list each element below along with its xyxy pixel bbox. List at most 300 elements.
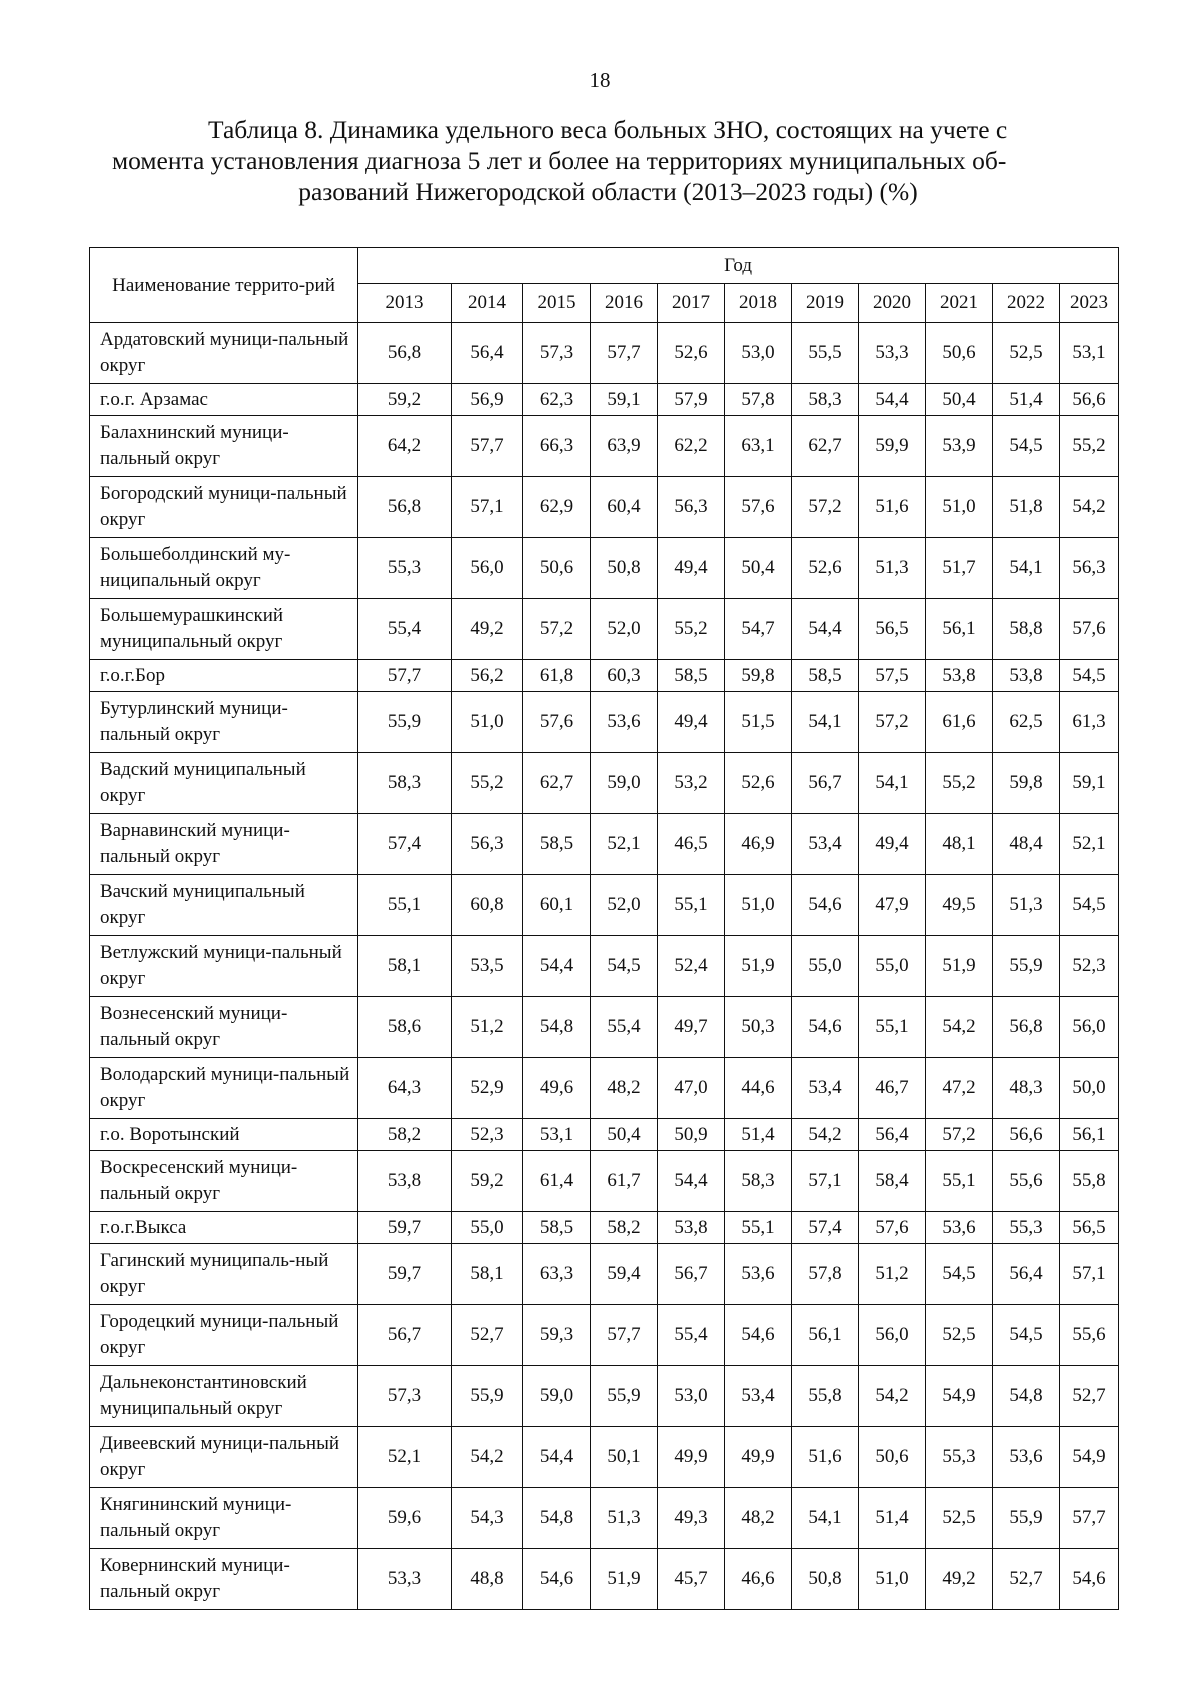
value-cell: 58,1: [452, 1244, 523, 1305]
value-cell: 54,5: [993, 1305, 1060, 1366]
value-cell: 55,0: [452, 1212, 523, 1244]
value-cell: 53,6: [725, 1244, 792, 1305]
value-cell: 61,8: [523, 660, 591, 692]
territory-name: Ветлужский муници-пальный округ: [90, 936, 358, 997]
value-cell: 52,6: [658, 323, 725, 384]
header-year: 2023: [1060, 284, 1119, 323]
value-cell: 54,1: [859, 753, 926, 814]
value-cell: 46,5: [658, 814, 725, 875]
table-row: [90, 599, 1119, 660]
value-cell: 53,8: [926, 660, 993, 692]
value-cell: 53,4: [792, 814, 859, 875]
value-cell: 62,3: [523, 384, 591, 416]
value-cell: 54,9: [1060, 1427, 1119, 1488]
value-cell: 50,8: [792, 1549, 859, 1610]
value-cell: 54,9: [926, 1366, 993, 1427]
table-row: [90, 1549, 1119, 1610]
value-cell: 47,9: [859, 875, 926, 936]
value-cell: 54,1: [792, 1488, 859, 1549]
value-cell: 55,6: [993, 1151, 1060, 1212]
header-year: 2017: [658, 284, 725, 323]
value-cell: 47,0: [658, 1058, 725, 1119]
page-number: 18: [589, 68, 611, 92]
value-cell: 52,6: [725, 753, 792, 814]
value-cell: 53,6: [591, 692, 658, 753]
value-cell: 57,6: [523, 692, 591, 753]
value-cell: 50,6: [926, 323, 993, 384]
territory-name: г.о.г.Бор: [90, 660, 358, 692]
value-cell: 56,8: [358, 323, 452, 384]
value-cell: 53,3: [358, 1549, 452, 1610]
value-cell: 49,2: [926, 1549, 993, 1610]
value-cell: 62,7: [523, 753, 591, 814]
value-cell: 54,8: [523, 997, 591, 1058]
table-row: [90, 477, 1119, 538]
header-year: 2015: [523, 284, 591, 323]
value-cell: 59,7: [358, 1212, 452, 1244]
value-cell: 58,2: [358, 1119, 452, 1151]
value-cell: 59,0: [523, 1366, 591, 1427]
value-cell: 57,6: [859, 1212, 926, 1244]
value-cell: 56,0: [1060, 997, 1119, 1058]
value-cell: 58,4: [859, 1151, 926, 1212]
value-cell: 54,3: [452, 1488, 523, 1549]
value-cell: 55,1: [358, 875, 452, 936]
value-cell: 52,1: [358, 1427, 452, 1488]
value-cell: 56,8: [993, 997, 1060, 1058]
value-cell: 52,1: [1060, 814, 1119, 875]
value-cell: 52,0: [591, 875, 658, 936]
value-cell: 55,5: [792, 323, 859, 384]
table-row: [90, 1151, 1119, 1212]
value-cell: 47,2: [926, 1058, 993, 1119]
value-cell: 54,6: [725, 1305, 792, 1366]
value-cell: 54,4: [859, 384, 926, 416]
value-cell: 54,5: [926, 1244, 993, 1305]
value-cell: 50,0: [1060, 1058, 1119, 1119]
value-cell: 58,5: [658, 660, 725, 692]
value-cell: 63,9: [591, 416, 658, 477]
value-cell: 55,1: [725, 1212, 792, 1244]
value-cell: 51,2: [859, 1244, 926, 1305]
value-cell: 54,6: [523, 1549, 591, 1610]
table-row: [90, 384, 1119, 416]
value-cell: 51,2: [452, 997, 523, 1058]
value-cell: 50,6: [859, 1427, 926, 1488]
value-cell: 57,7: [591, 323, 658, 384]
table-body: [90, 323, 1119, 1610]
value-cell: 57,7: [358, 660, 452, 692]
value-cell: 59,4: [591, 1244, 658, 1305]
value-cell: 63,1: [725, 416, 792, 477]
value-cell: 48,2: [591, 1058, 658, 1119]
value-cell: 52,5: [926, 1488, 993, 1549]
header-year: 2020: [859, 284, 926, 323]
value-cell: 49,2: [452, 599, 523, 660]
value-cell: 51,7: [926, 538, 993, 599]
value-cell: 59,8: [725, 660, 792, 692]
caption-line-1: Таблица 8. Динамика удельного веса больных ЗНО, состоящих на учете с: [208, 115, 1008, 144]
table-row: [90, 538, 1119, 599]
table-row: [90, 323, 1119, 384]
value-cell: 59,0: [591, 753, 658, 814]
value-cell: 49,4: [859, 814, 926, 875]
table-caption: [112, 114, 1104, 207]
territory-name: Дивеевский муници-пальный округ: [90, 1427, 358, 1488]
value-cell: 60,1: [523, 875, 591, 936]
value-cell: 53,4: [725, 1366, 792, 1427]
value-cell: 62,5: [993, 692, 1060, 753]
value-cell: 55,8: [792, 1366, 859, 1427]
value-cell: 59,1: [1060, 753, 1119, 814]
value-cell: 57,2: [792, 477, 859, 538]
value-cell: 59,3: [523, 1305, 591, 1366]
value-cell: 57,3: [523, 323, 591, 384]
value-cell: 56,6: [1060, 384, 1119, 416]
value-cell: 49,9: [725, 1427, 792, 1488]
value-cell: 58,6: [358, 997, 452, 1058]
value-cell: 61,7: [591, 1151, 658, 1212]
header-territory-name: Наименование террито-рий: [90, 248, 358, 323]
value-cell: 56,3: [658, 477, 725, 538]
value-cell: 58,3: [358, 753, 452, 814]
table-row: [90, 1212, 1119, 1244]
value-cell: 46,6: [725, 1549, 792, 1610]
value-cell: 55,9: [452, 1366, 523, 1427]
value-cell: 57,3: [358, 1366, 452, 1427]
value-cell: 48,4: [993, 814, 1060, 875]
value-cell: 51,3: [993, 875, 1060, 936]
value-cell: 51,9: [926, 936, 993, 997]
value-cell: 58,5: [792, 660, 859, 692]
table-row: [90, 692, 1119, 753]
data-table: [89, 247, 1119, 1610]
value-cell: 53,3: [859, 323, 926, 384]
territory-name: Варнавинский муници-пальный округ: [90, 814, 358, 875]
value-cell: 62,7: [792, 416, 859, 477]
value-cell: 55,1: [926, 1151, 993, 1212]
value-cell: 58,5: [523, 814, 591, 875]
value-cell: 52,4: [658, 936, 725, 997]
value-cell: 53,5: [452, 936, 523, 997]
value-cell: 63,3: [523, 1244, 591, 1305]
value-cell: 55,9: [993, 936, 1060, 997]
value-cell: 57,7: [452, 416, 523, 477]
value-cell: 56,7: [658, 1244, 725, 1305]
value-cell: 52,6: [792, 538, 859, 599]
table-row: [90, 997, 1119, 1058]
value-cell: 56,1: [926, 599, 993, 660]
header-year: 2014: [452, 284, 523, 323]
value-cell: 57,7: [1060, 1488, 1119, 1549]
value-cell: 49,4: [658, 538, 725, 599]
caption-line-3: разований Нижегородской области (2013–2023 годы) (%): [298, 177, 918, 206]
value-cell: 55,9: [358, 692, 452, 753]
value-cell: 51,9: [591, 1549, 658, 1610]
header-year: 2018: [725, 284, 792, 323]
value-cell: 55,3: [993, 1212, 1060, 1244]
value-cell: 57,2: [859, 692, 926, 753]
value-cell: 52,5: [993, 323, 1060, 384]
value-cell: 57,4: [792, 1212, 859, 1244]
territory-name: г.о. Воротынский: [90, 1119, 358, 1151]
value-cell: 56,4: [993, 1244, 1060, 1305]
value-cell: 56,2: [452, 660, 523, 692]
value-cell: 46,7: [859, 1058, 926, 1119]
value-cell: 56,5: [859, 599, 926, 660]
value-cell: 52,1: [591, 814, 658, 875]
value-cell: 50,3: [725, 997, 792, 1058]
value-cell: 50,8: [591, 538, 658, 599]
value-cell: 54,6: [1060, 1549, 1119, 1610]
value-cell: 52,9: [452, 1058, 523, 1119]
value-cell: 56,0: [452, 538, 523, 599]
header-year: 2013: [358, 284, 452, 323]
territory-name: Большеболдинский му-ниципальный округ: [90, 538, 358, 599]
value-cell: 55,6: [1060, 1305, 1119, 1366]
value-cell: 61,4: [523, 1151, 591, 1212]
value-cell: 53,4: [792, 1058, 859, 1119]
territory-name: Бутурлинский муници-пальный округ: [90, 692, 358, 753]
value-cell: 46,9: [725, 814, 792, 875]
territory-name: Ковернинский муници-пальный округ: [90, 1549, 358, 1610]
value-cell: 55,3: [358, 538, 452, 599]
value-cell: 52,5: [926, 1305, 993, 1366]
value-cell: 53,1: [523, 1119, 591, 1151]
value-cell: 54,5: [1060, 875, 1119, 936]
table-row: [90, 1058, 1119, 1119]
value-cell: 57,5: [859, 660, 926, 692]
value-cell: 66,3: [523, 416, 591, 477]
value-cell: 59,1: [591, 384, 658, 416]
value-cell: 59,2: [358, 384, 452, 416]
territory-name: Дальнеконстантиновский муниципальный округ: [90, 1366, 358, 1427]
value-cell: 54,5: [591, 936, 658, 997]
value-cell: 58,8: [993, 599, 1060, 660]
value-cell: 64,3: [358, 1058, 452, 1119]
value-cell: 54,2: [452, 1427, 523, 1488]
value-cell: 52,7: [1060, 1366, 1119, 1427]
value-cell: 59,7: [358, 1244, 452, 1305]
value-cell: 54,7: [725, 599, 792, 660]
value-cell: 55,2: [1060, 416, 1119, 477]
territory-name: Воскресенский муници-пальный округ: [90, 1151, 358, 1212]
value-cell: 55,2: [926, 753, 993, 814]
value-cell: 49,3: [658, 1488, 725, 1549]
value-cell: 48,1: [926, 814, 993, 875]
header-year: 2021: [926, 284, 993, 323]
value-cell: 50,4: [591, 1119, 658, 1151]
value-cell: 59,2: [452, 1151, 523, 1212]
territory-name: Вадский муниципальный округ: [90, 753, 358, 814]
value-cell: 57,6: [1060, 599, 1119, 660]
value-cell: 56,3: [452, 814, 523, 875]
value-cell: 56,3: [1060, 538, 1119, 599]
value-cell: 55,1: [859, 997, 926, 1058]
value-cell: 52,3: [1060, 936, 1119, 997]
value-cell: 50,6: [523, 538, 591, 599]
territory-name: Гагинский муниципаль-ный округ: [90, 1244, 358, 1305]
territory-name: Володарский муници-пальный округ: [90, 1058, 358, 1119]
value-cell: 54,4: [658, 1151, 725, 1212]
value-cell: 55,4: [591, 997, 658, 1058]
value-cell: 51,5: [725, 692, 792, 753]
value-cell: 56,5: [1060, 1212, 1119, 1244]
table-row: [90, 1244, 1119, 1305]
value-cell: 52,0: [591, 599, 658, 660]
value-cell: 56,4: [452, 323, 523, 384]
value-cell: 57,1: [792, 1151, 859, 1212]
value-cell: 57,2: [926, 1119, 993, 1151]
value-cell: 57,8: [725, 384, 792, 416]
value-cell: 56,7: [358, 1305, 452, 1366]
value-cell: 54,2: [859, 1366, 926, 1427]
value-cell: 50,9: [658, 1119, 725, 1151]
value-cell: 50,1: [591, 1427, 658, 1488]
value-cell: 49,4: [658, 692, 725, 753]
value-cell: 55,9: [591, 1366, 658, 1427]
value-cell: 53,8: [358, 1151, 452, 1212]
value-cell: 53,0: [725, 323, 792, 384]
value-cell: 56,4: [859, 1119, 926, 1151]
value-cell: 55,9: [993, 1488, 1060, 1549]
value-cell: 49,5: [926, 875, 993, 936]
value-cell: 49,9: [658, 1427, 725, 1488]
value-cell: 57,1: [1060, 1244, 1119, 1305]
value-cell: 51,4: [993, 384, 1060, 416]
value-cell: 51,6: [859, 477, 926, 538]
value-cell: 57,2: [523, 599, 591, 660]
territory-name: Балахнинский муници-пальный округ: [90, 416, 358, 477]
value-cell: 44,6: [725, 1058, 792, 1119]
territory-name: г.о.г. Арзамас: [90, 384, 358, 416]
value-cell: 51,4: [859, 1488, 926, 1549]
table-row: [90, 1119, 1119, 1151]
value-cell: 55,2: [658, 599, 725, 660]
caption-line-2: момента установления диагноза 5 лет и более на территориях муниципальных об-: [112, 146, 1007, 175]
value-cell: 55,0: [792, 936, 859, 997]
value-cell: 56,9: [452, 384, 523, 416]
value-cell: 53,0: [658, 1366, 725, 1427]
value-cell: 57,1: [452, 477, 523, 538]
value-cell: 54,2: [1060, 477, 1119, 538]
value-cell: 59,9: [859, 416, 926, 477]
value-cell: 53,8: [658, 1212, 725, 1244]
value-cell: 55,8: [1060, 1151, 1119, 1212]
value-cell: 51,3: [591, 1488, 658, 1549]
value-cell: 48,2: [725, 1488, 792, 1549]
value-cell: 55,3: [926, 1427, 993, 1488]
territory-name: Вачский муниципальный округ: [90, 875, 358, 936]
value-cell: 54,8: [523, 1488, 591, 1549]
table-row: [90, 1488, 1119, 1549]
value-cell: 53,6: [993, 1427, 1060, 1488]
value-cell: 61,3: [1060, 692, 1119, 753]
value-cell: 54,4: [792, 599, 859, 660]
value-cell: 61,6: [926, 692, 993, 753]
header-year: 2022: [993, 284, 1060, 323]
table-row: [90, 660, 1119, 692]
value-cell: 55,1: [658, 875, 725, 936]
value-cell: 53,2: [658, 753, 725, 814]
value-cell: 54,5: [1060, 660, 1119, 692]
header-year-group: Год: [358, 248, 1119, 284]
value-cell: 57,8: [792, 1244, 859, 1305]
value-cell: 45,7: [658, 1549, 725, 1610]
territory-name: Княгининский муници-пальный округ: [90, 1488, 358, 1549]
value-cell: 58,3: [725, 1151, 792, 1212]
table-row: [90, 814, 1119, 875]
value-cell: 54,1: [993, 538, 1060, 599]
value-cell: 53,8: [993, 660, 1060, 692]
value-cell: 54,2: [792, 1119, 859, 1151]
value-cell: 53,9: [926, 416, 993, 477]
value-cell: 51,8: [993, 477, 1060, 538]
header-year: 2016: [591, 284, 658, 323]
table-row: [90, 1305, 1119, 1366]
value-cell: 51,0: [452, 692, 523, 753]
value-cell: 52,3: [452, 1119, 523, 1151]
value-cell: 56,1: [1060, 1119, 1119, 1151]
value-cell: 62,9: [523, 477, 591, 538]
territory-name: Ардатовский муници-пальный округ: [90, 323, 358, 384]
table-row: [90, 753, 1119, 814]
value-cell: 50,4: [725, 538, 792, 599]
table-row: [90, 1427, 1119, 1488]
value-cell: 54,4: [523, 936, 591, 997]
value-cell: 52,7: [993, 1549, 1060, 1610]
value-cell: 50,4: [926, 384, 993, 416]
value-cell: 56,6: [993, 1119, 1060, 1151]
value-cell: 54,4: [523, 1427, 591, 1488]
value-cell: 58,3: [792, 384, 859, 416]
value-cell: 55,4: [658, 1305, 725, 1366]
value-cell: 59,6: [358, 1488, 452, 1549]
value-cell: 54,1: [792, 692, 859, 753]
value-cell: 57,9: [658, 384, 725, 416]
value-cell: 56,7: [792, 753, 859, 814]
value-cell: 62,2: [658, 416, 725, 477]
value-cell: 55,4: [358, 599, 452, 660]
value-cell: 57,4: [358, 814, 452, 875]
territory-name: Городецкий муници-пальный округ: [90, 1305, 358, 1366]
value-cell: 56,0: [859, 1305, 926, 1366]
territory-name: Богородский муници-пальный округ: [90, 477, 358, 538]
value-cell: 51,0: [926, 477, 993, 538]
value-cell: 57,7: [591, 1305, 658, 1366]
value-cell: 54,8: [993, 1366, 1060, 1427]
value-cell: 55,2: [452, 753, 523, 814]
value-cell: 55,0: [859, 936, 926, 997]
value-cell: 58,1: [358, 936, 452, 997]
value-cell: 56,8: [358, 477, 452, 538]
value-cell: 54,6: [792, 875, 859, 936]
value-cell: 51,3: [859, 538, 926, 599]
territory-name: г.о.г.Выкса: [90, 1212, 358, 1244]
value-cell: 51,4: [725, 1119, 792, 1151]
value-cell: 49,6: [523, 1058, 591, 1119]
table-row: [90, 1366, 1119, 1427]
value-cell: 48,3: [993, 1058, 1060, 1119]
value-cell: 54,6: [792, 997, 859, 1058]
value-cell: 51,6: [792, 1427, 859, 1488]
table-row: [90, 416, 1119, 477]
value-cell: 52,7: [452, 1305, 523, 1366]
value-cell: 51,0: [725, 875, 792, 936]
value-cell: 53,1: [1060, 323, 1119, 384]
value-cell: 60,8: [452, 875, 523, 936]
value-cell: 56,1: [792, 1305, 859, 1366]
